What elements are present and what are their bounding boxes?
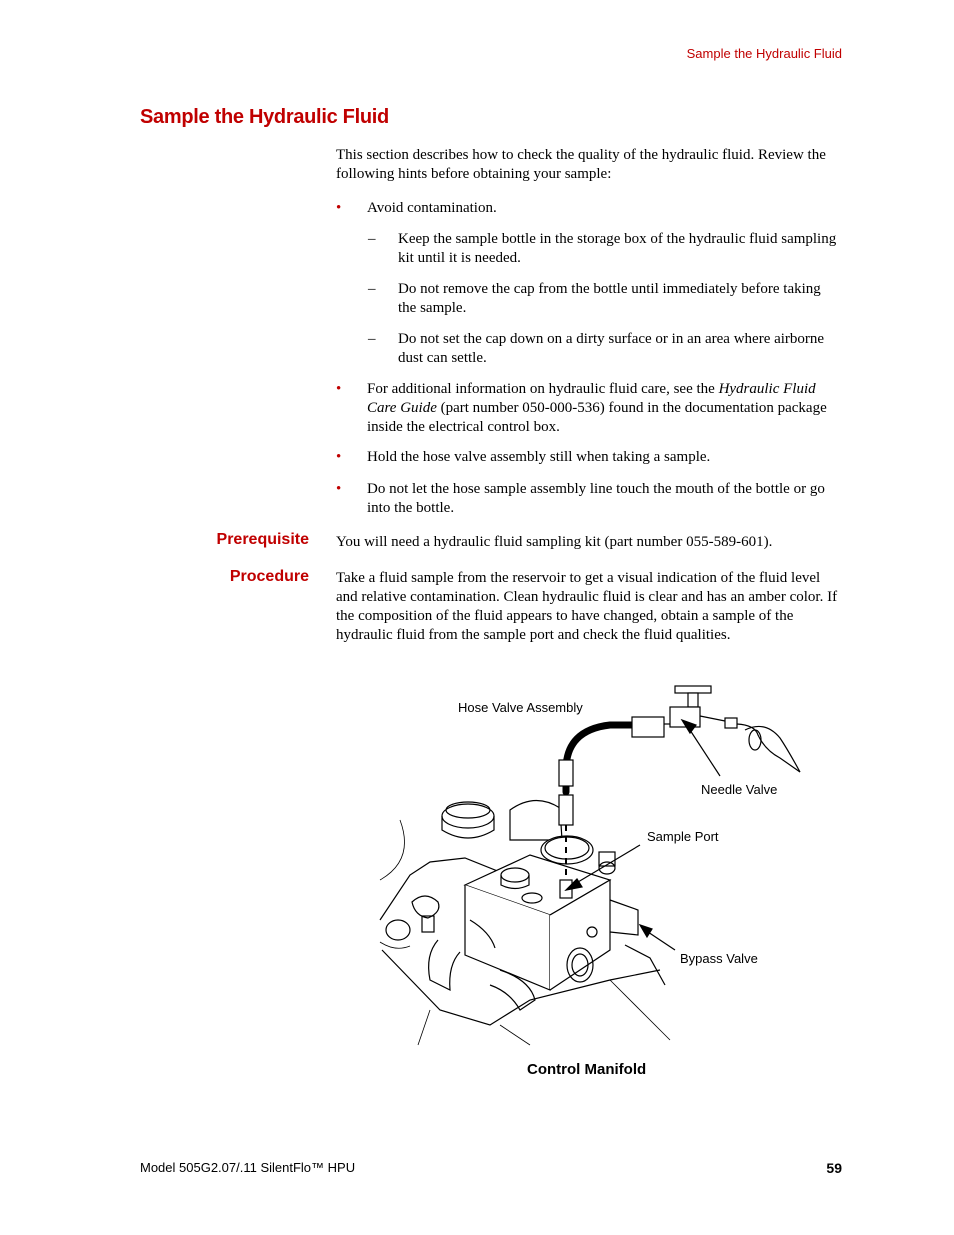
footer-model: Model 505G2.07/.11 SilentFlo™ HPU (140, 1160, 356, 1175)
prerequisite-text: You will need a hydraulic fluid sampling kit (part number 055-589-601). (336, 534, 773, 550)
bullet-item (336, 199, 842, 218)
bullet-text: Do not let the hose sample assembly line touch the mouth of the bottle or go into the bottle. (367, 481, 825, 516)
label-hose-valve-assembly: Hose Valve Assembly (458, 700, 583, 715)
dash-mark: – (368, 331, 376, 347)
bullet-item (336, 448, 842, 467)
sub-bullet-item (368, 230, 842, 268)
bullet-text: Avoid contamination. (367, 200, 497, 216)
sub-bullet-text: Keep the sample bottle in the storage box of the hydraulic fluid sampling kit until it is needed. (398, 231, 837, 266)
control-manifold-figure (370, 680, 810, 1050)
figure-caption: Control Manifold (527, 1061, 647, 1078)
sub-bullet-item (368, 330, 842, 368)
dash-mark: – (368, 281, 376, 297)
control-manifold-illustration (370, 680, 810, 1050)
running-header: Sample the Hydraulic Fluid (686, 46, 842, 61)
dash-mark: – (368, 231, 376, 247)
bullet-mark: • (336, 481, 342, 497)
label-bypass-valve: Bypass Valve (680, 951, 758, 966)
bullet-text (367, 380, 842, 437)
label-sample-port: Sample Port (647, 829, 719, 844)
page-number: 59 (826, 1160, 842, 1176)
bullet-mark: • (336, 200, 342, 216)
procedure-heading: Procedure (229, 568, 309, 585)
bullet-mark: • (336, 449, 342, 465)
procedure-text: Take a fluid sample from the reservoir to get a visual indication of the fluid level and relative contamination. Clean hydraulic fluid is clear and has an amber color. If the composition of the fluid appears to have changed, obtain a sample of the hydraulic fluid from the sample port and check the fluid qualities. (336, 570, 838, 643)
bullet-text: Hold the hose valve assembly still when taking a sample. (367, 449, 711, 465)
bullet-item (336, 480, 842, 518)
sub-bullet-text: Do not remove the cap from the bottle until immediately before taking the sample. (398, 281, 821, 316)
intro-paragraph: This section describes how to check the quality of the hydraulic fluid. Review the following hints before obtaining your sample: (336, 147, 826, 182)
prerequisite-heading: Prerequisite (216, 531, 309, 548)
sub-bullet-text: Do not set the cap down on a dirty surface or in an area where airborne dust can settle. (398, 331, 825, 366)
bullet-text-before: For additional information on hydraulic fluid care, see the (367, 381, 719, 397)
bullet-item (336, 380, 842, 437)
label-needle-valve: Needle Valve (701, 782, 778, 797)
section-title: Sample the Hydraulic Fluid (140, 106, 389, 128)
care-guide-title: Hydraulic Fluid Care Guide (367, 381, 816, 416)
sub-bullet-item (368, 280, 842, 318)
bullet-mark: • (336, 381, 342, 397)
bullet-text-after: (part number 050-000-536) found in the documentation package inside the electrical control box. (367, 400, 827, 435)
